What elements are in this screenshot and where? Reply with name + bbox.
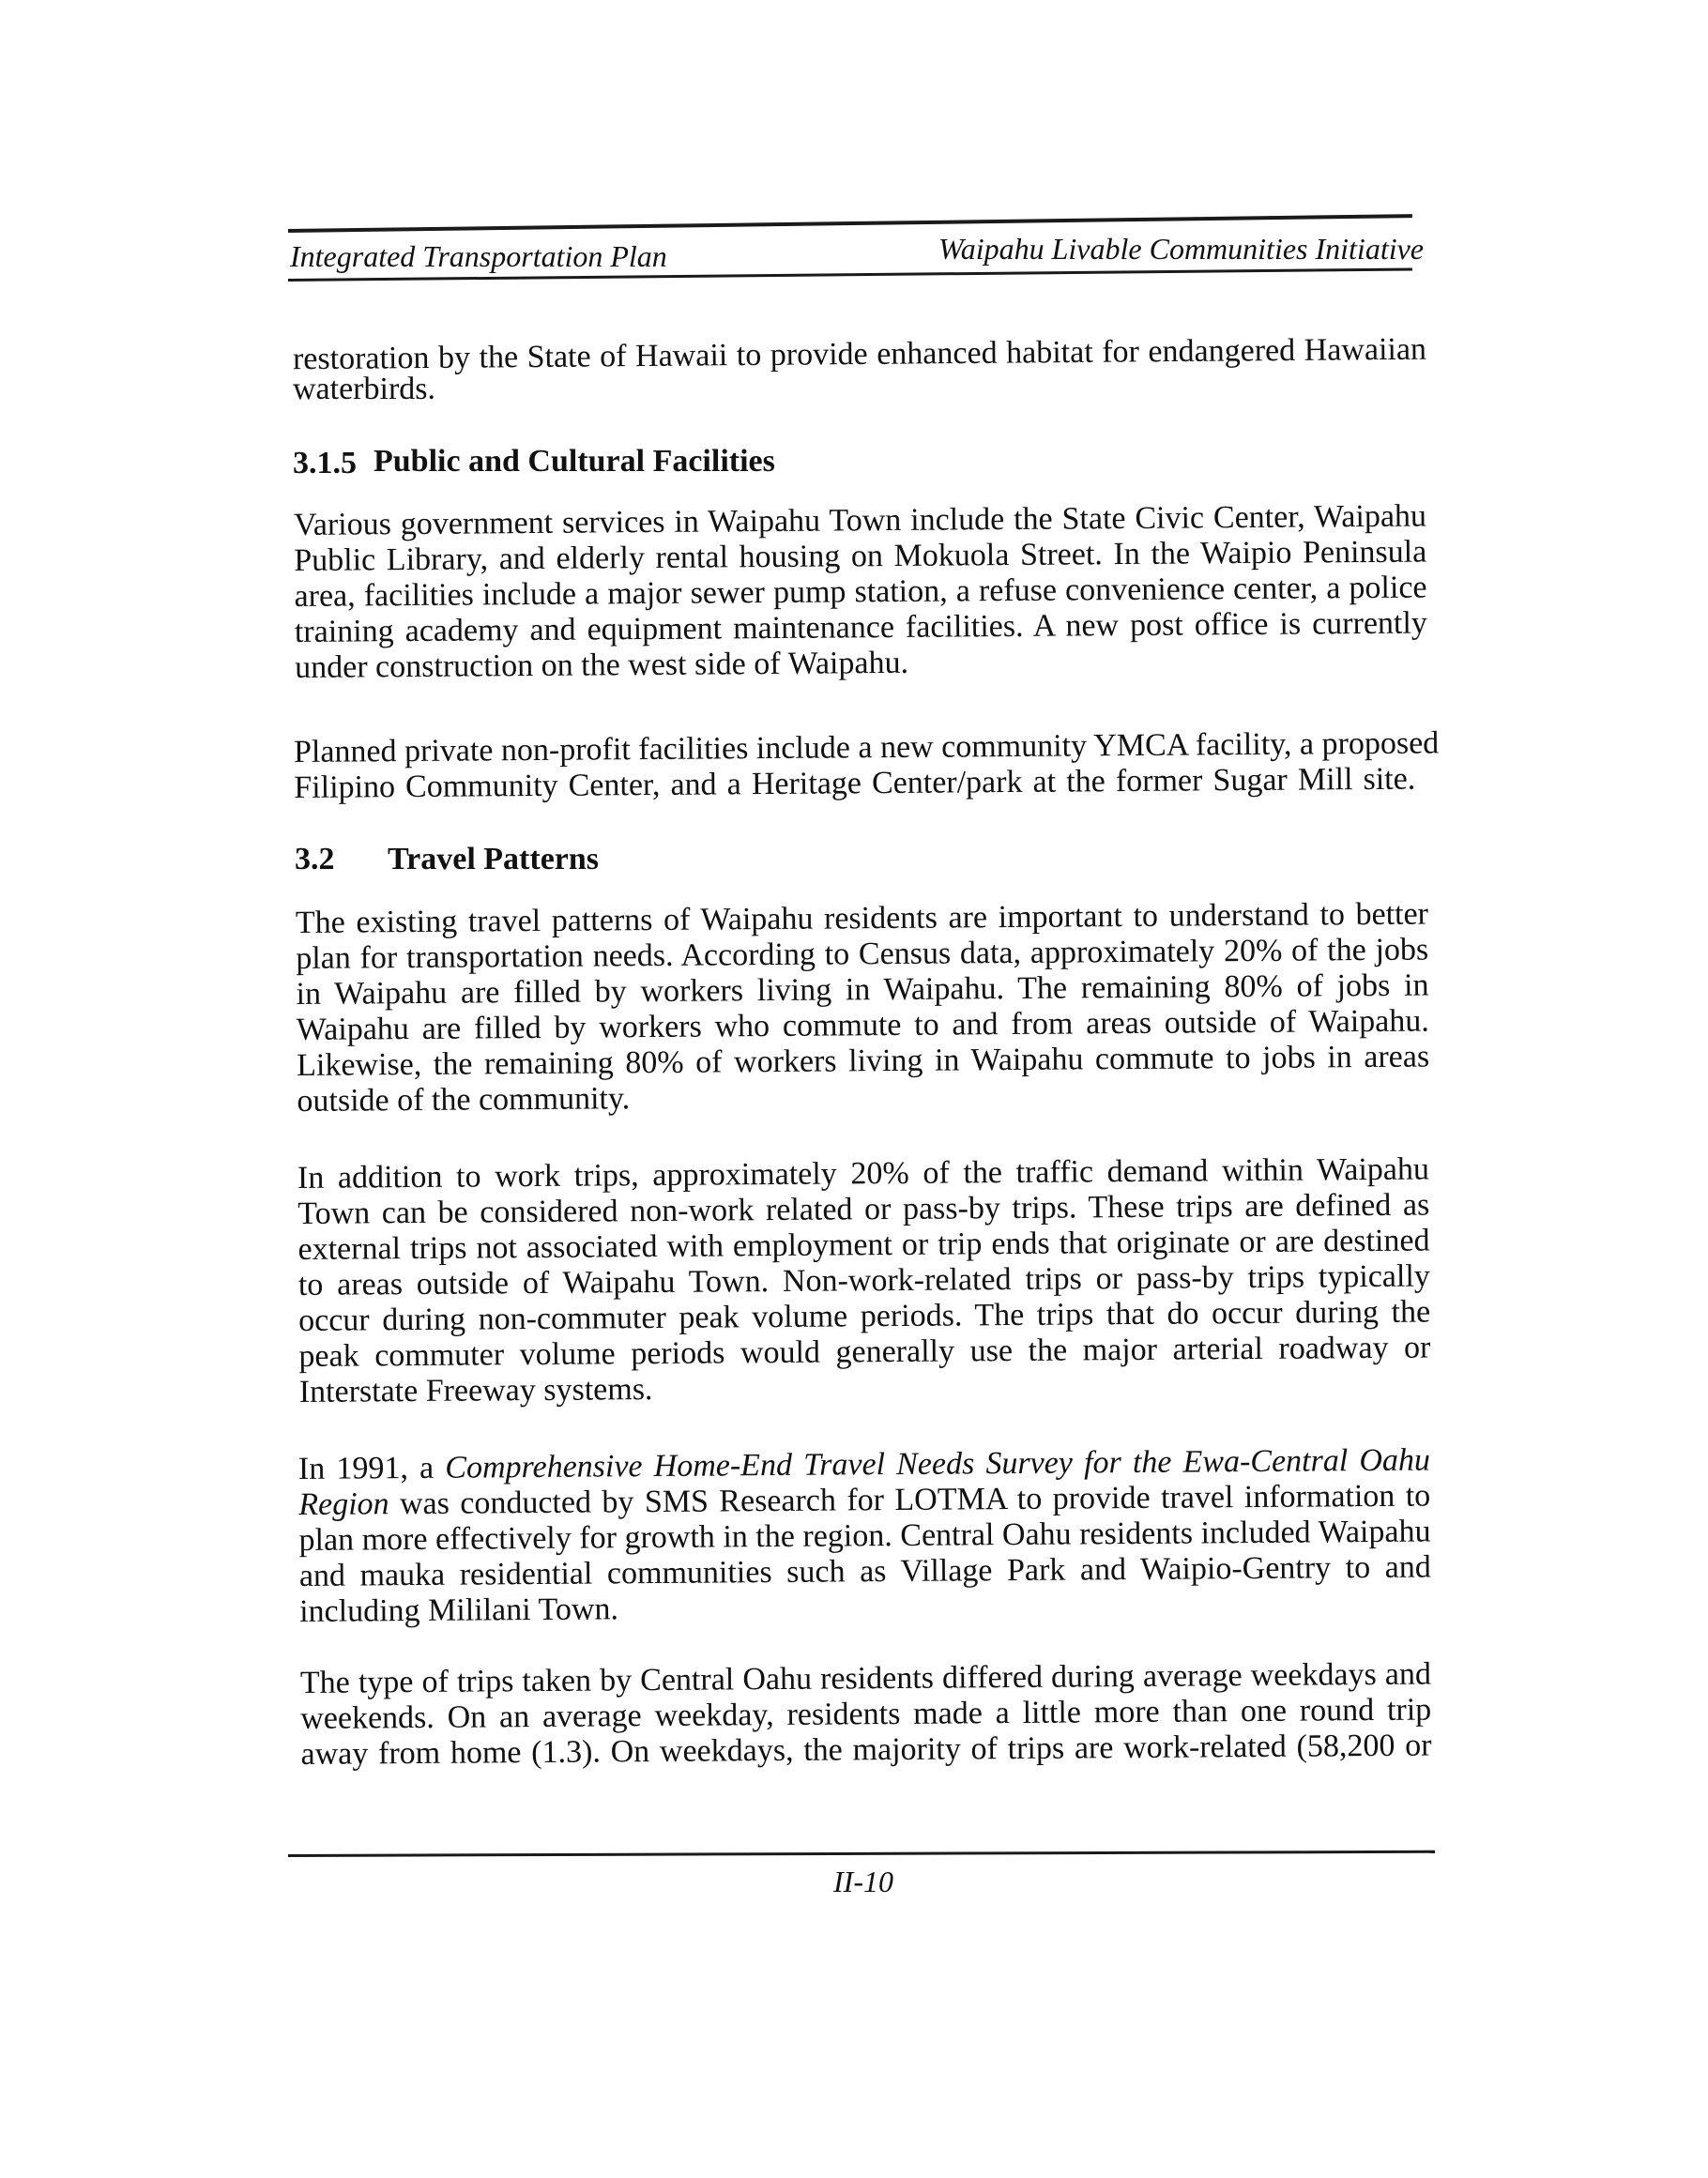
section-number: 3.1.5 <box>293 446 357 480</box>
text-line: plan for transportation needs. According to Census data, approximately 20% of the jobs <box>296 932 1429 976</box>
text-line: waterbirds. <box>293 372 436 406</box>
text-line: away from home (1.3). On weekdays, the majority of trips are work-related (58,200 or <box>300 1728 1432 1772</box>
text-span: was conducted by SMS Research for LOTMA to provide travel information to <box>389 1478 1431 1522</box>
text-line: Town can be considered non-work related or pass-by trips. These trips are defined as <box>297 1187 1430 1231</box>
text-line: area, facilities include a major sewer pump station, a refuse convenience center, a police <box>294 570 1427 614</box>
text-line: training academy and equipment maintenance facilities. A new post office is currently <box>294 605 1427 649</box>
text-line: and mauka residential communities such as Village Park and Waipio-Gentry to and <box>298 1549 1431 1593</box>
text-line: occur during non-commuter peak volume periods. The trips that do occur during the <box>298 1294 1431 1338</box>
text-line: Likewise, the remaining 80% of workers living in Waipahu commute to jobs in areas <box>296 1039 1430 1083</box>
text-line: peak commuter volume periods would generally use the major arterial roadway or <box>298 1330 1431 1374</box>
header-top-rule <box>288 214 1412 233</box>
text-line: in Waipahu are filled by workers living in Waipahu. The remaining 80% of jobs in <box>296 967 1429 1012</box>
text-line: including Mililani Town. <box>299 1592 619 1629</box>
section-title: Travel Patterns <box>388 842 600 876</box>
text-line: to areas outside of Waipahu Town. Non-work-related trips or pass-by trips typically <box>297 1258 1430 1302</box>
text-line: external trips not associated with employment or trip ends that originate or are destined <box>297 1223 1430 1267</box>
text-line: In addition to work trips, approximately 20% of the traffic demand within Waipahu <box>297 1151 1430 1196</box>
text-line: plan more effectively for growth in the region. Central Oahu residents included Waipahu <box>298 1514 1431 1558</box>
text-span: In 1991, a <box>297 1450 446 1486</box>
text-line: Planned private non-profit facilities include a new community YMCA facility, a proposed <box>293 725 1440 769</box>
running-header-right: Waipahu Livable Communities Initiative <box>938 232 1424 266</box>
survey-title: Comprehensive Home-End Travel Needs Survey for the Ewa-Central Oahu <box>445 1442 1431 1485</box>
text-line: Various government services in Waipahu Town include the State Civic Center, Waipahu <box>293 498 1427 542</box>
text-line: Filipino Community Center, and a Heritage Center/park at the former Sugar Mill site. <box>294 761 1416 805</box>
survey-title-cont: Region <box>298 1486 389 1522</box>
text-line: Interstate Freeway systems. <box>298 1372 653 1409</box>
text-line: outside of the community. <box>297 1081 631 1119</box>
page-number: II-10 <box>833 1865 893 1898</box>
text-line: Public Library, and elderly rental housing on Mokuola Street. In the Waipio Peninsula <box>294 534 1427 578</box>
running-header-left: Integrated Transportation Plan <box>290 239 667 273</box>
text-line: restoration by the State of Hawaii to provide enhanced habitat for endangered Hawaiian <box>292 331 1427 377</box>
text-line: Waipahu are filled by workers who commute to and from areas outside of Waipahu. <box>296 1003 1429 1047</box>
footer-rule <box>288 1851 1435 1857</box>
text-line: weekends. On an average weekday, residents made a little more than one round trip <box>300 1692 1432 1736</box>
text-line: under construction on the west side of Waipahu. <box>295 645 909 685</box>
text-line: The existing travel patterns of Waipahu residents are important to understand to better <box>295 896 1429 940</box>
section-title: Public and Cultural Facilities <box>374 444 775 479</box>
section-number: 3.2 <box>295 842 335 876</box>
text-line: The type of trips taken by Central Oahu residents differed during average weekdays and <box>299 1656 1432 1700</box>
